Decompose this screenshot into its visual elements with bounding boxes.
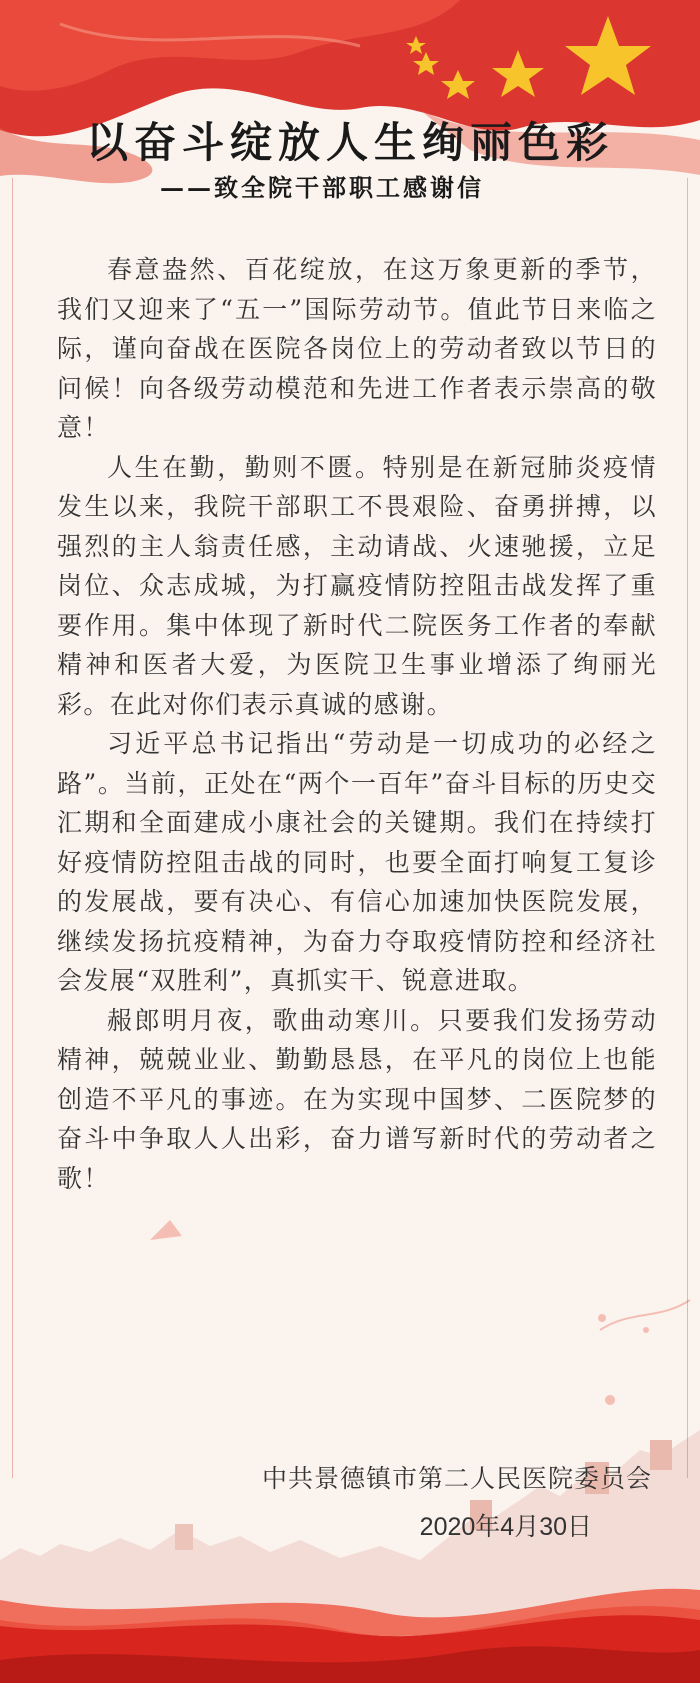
paragraph: 人生在勤，勤则不匮。特别是在新冠肺炎疫情发生以来，我院干部职工不畏艰险、奋勇拼搏，以强烈的主人翁责任感，主动请战、火速驰援，立足岗位、众志成城，为打赢疫情防控阻击战发挥了重要作用。集中体现了新时代二院医务工作者的奉献精神和医者大爱，为医院卫生事业增添了绚丽光彩。在此对你们表示真诚的感谢。 xyxy=(57,452,657,719)
paragraph: 赧郎明月夜，歌曲动寒川。只要我们发扬劳动精神，兢兢业业、勤勤恳恳，在平凡的岗位上也能创造不平凡的事迹。在为实现中国梦、二医院梦的奋斗中争取人人出彩，奋力谱写新时代的劳动者之歌！ xyxy=(57,1005,657,1193)
paragraph: 春意盎然、百花绽放，在这万象更新的季节，我们又迎来了“五一”国际劳动节。值此节日来临之际，谨向奋战在医院各岗位上的劳动者致以节日的问候！向各级劳动模范和先进工作者表示崇高的敬意！ xyxy=(57,255,657,442)
letter-body xyxy=(57,250,657,1198)
signer: 中共景德镇市第二人民医院委员会 xyxy=(261,1464,652,1493)
page-subtitle: ——致全院干部职工感谢信 xyxy=(160,173,484,202)
page-title: 以奋斗绽放人生绚丽色彩 xyxy=(85,118,614,167)
paragraph: 习近平总书记指出“劳动是一切成功的必经之路”。当前，正处在“两个一百年”奋斗目标的历史交汇期和全面建成小康社会的关键期。我们在持续打好疫情防控阻击战的同时，也要全面打响复工复诊的发展战，要有决心、有信心加速加快医院发展，继续发扬抗疫精神，为奋力夺取疫情防控和经济社会发展“双胜利”，真抓实干、锐意进取。 xyxy=(57,729,657,995)
letter-date: 2020年4月30日 xyxy=(419,1513,592,1541)
